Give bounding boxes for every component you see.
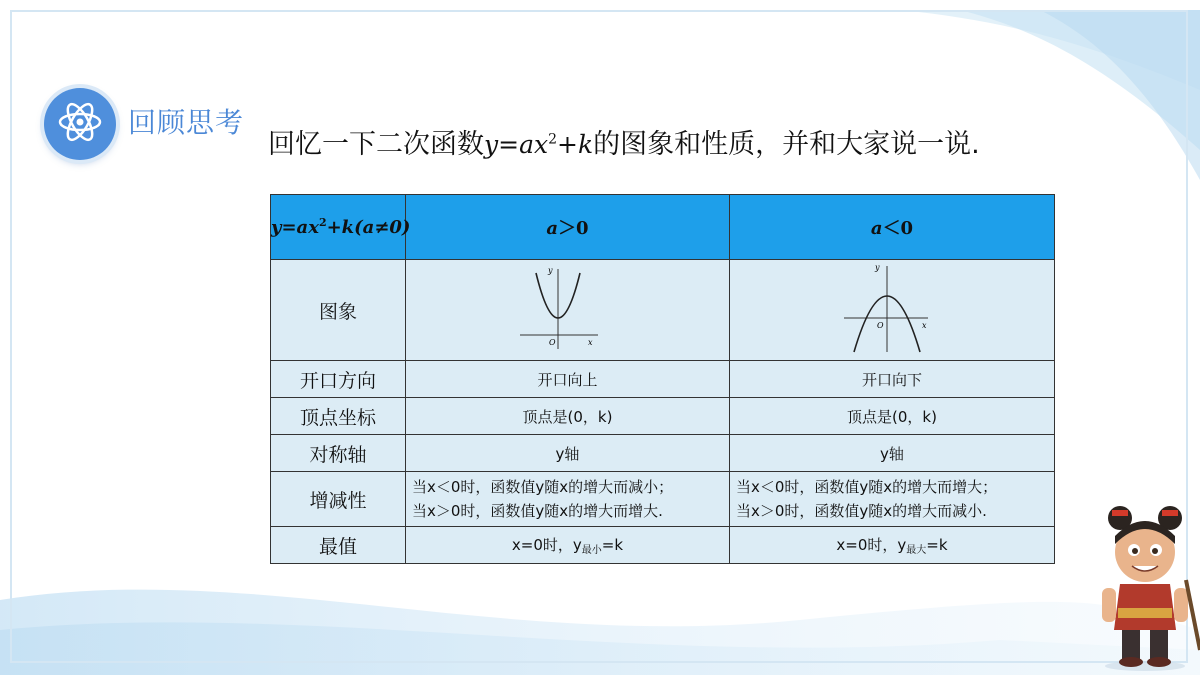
monotonicity-positive — [406, 472, 730, 527]
atom-icon — [56, 98, 104, 150]
monotonicity-negative-line1: 当x＜0时，函数值y随x的增大而增大； — [736, 478, 998, 496]
svg-text:y: y — [547, 266, 553, 275]
table-row — [271, 260, 1055, 361]
monotonicity-positive-line1: 当x＜0时，函数值y随x的增大而减小； — [412, 478, 674, 496]
graph-upward-parabola — [406, 260, 730, 361]
row-label-monotonicity: 增减性 — [271, 472, 406, 527]
header-function: $y=ax^2+k(a\ne 0)$ — [271, 195, 406, 260]
vertex-positive: 顶点是(0，k) — [406, 398, 730, 435]
cartoon-mascot-illustration — [1090, 500, 1200, 672]
table-row — [271, 361, 1055, 398]
table-header-row — [271, 195, 1055, 260]
section-title: 回顾思考 — [128, 106, 245, 139]
graph-downward-parabola — [730, 260, 1055, 361]
header-a-negative: a＜0 — [730, 195, 1055, 260]
question-prefix: 回忆一下二次函数 — [268, 129, 484, 160]
monotonicity-negative-line2: 当x＞0时，函数值y随x的增大而减小. — [736, 502, 987, 520]
row-label-axis: 对称轴 — [271, 435, 406, 472]
question-formula: $y=ax^2+k$ — [484, 130, 594, 159]
table-row — [271, 398, 1055, 435]
row-label-vertex: 顶点坐标 — [271, 398, 406, 435]
row-label-graph: 图象 — [271, 260, 406, 361]
svg-text:y: y — [875, 263, 880, 272]
header-a-positive: a＞0 — [406, 195, 730, 260]
extreme-negative: x=0时，$y_{最大}=k$ — [730, 527, 1055, 564]
question-suffix: 的图象和性质，并和大家说一说. — [593, 129, 980, 160]
monotonicity-positive-line2: 当x＞0时，函数值y随x的增大而增大. — [412, 502, 663, 520]
vertex-negative: 顶点是(0，k) — [730, 398, 1055, 435]
properties-table — [270, 194, 1055, 564]
row-label-extreme: 最值 — [271, 527, 406, 564]
svg-text:x: x — [922, 321, 927, 330]
question-text — [268, 122, 980, 161]
monotonicity-negative — [730, 472, 1055, 527]
svg-text:O: O — [877, 321, 884, 330]
svg-text:O: O — [548, 338, 556, 347]
section-badge — [44, 88, 116, 160]
axis-negative: y轴 — [730, 435, 1055, 472]
svg-text:x: x — [587, 338, 593, 347]
row-label-opening: 开口方向 — [271, 361, 406, 398]
axis-positive: y轴 — [406, 435, 730, 472]
table-row — [271, 435, 1055, 472]
opening-positive: 开口向上 — [406, 361, 730, 398]
extreme-positive: x=0时，$y_{最小}=k$ — [406, 527, 730, 564]
table-row — [271, 527, 1055, 564]
table-row — [271, 472, 1055, 527]
opening-negative: 开口向下 — [730, 361, 1055, 398]
